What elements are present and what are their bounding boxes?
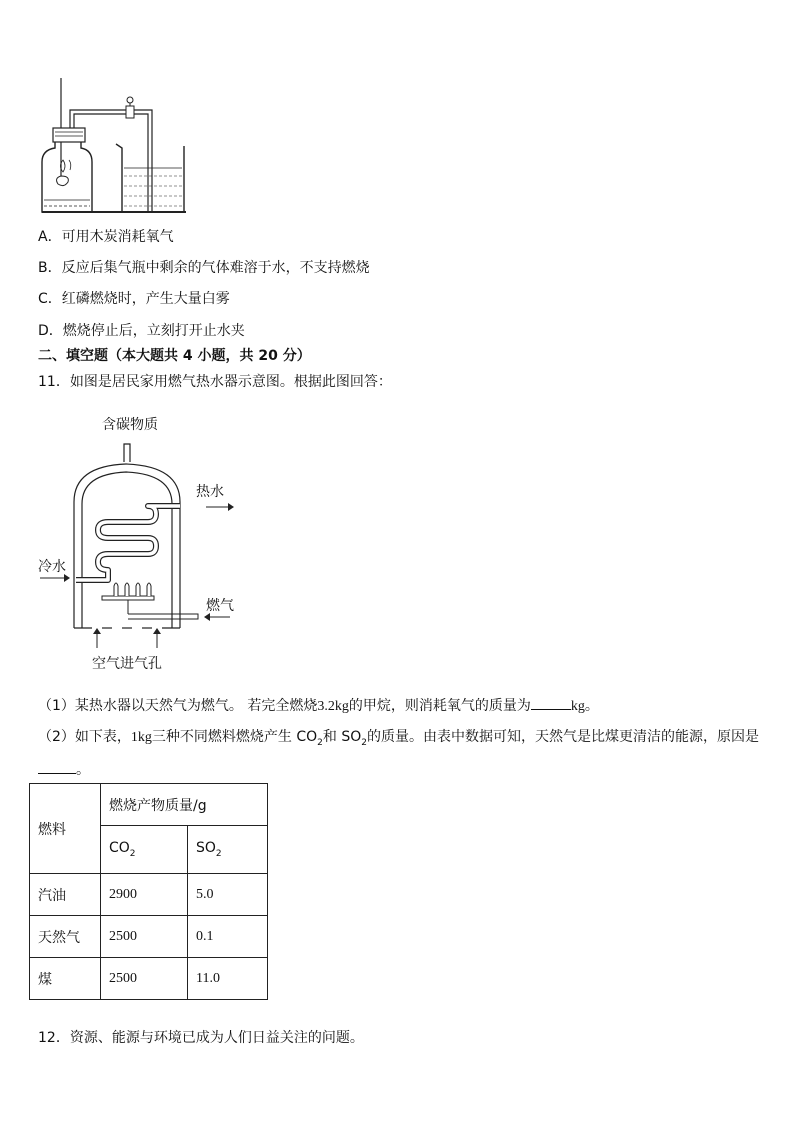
header-so2: $SO_2$ [188,826,268,874]
fuel-table [29,783,268,1000]
fuel-cell: 汽油 [30,874,101,916]
header-products: 燃烧产物质量/g [101,784,268,826]
label-air-inlet: 空气进气孔 [92,656,162,672]
question-11-part-2 [38,727,759,753]
table-row [30,916,268,958]
question-11-part-2-answer [38,759,90,780]
apparatus-figure [36,76,196,216]
so2-cell: 11.0 [188,958,268,1000]
answer-blank-2[interactable] [38,759,76,774]
table-row [30,874,268,916]
question-11-stem: 11．如图是居民家用燃气热水器示意图。根据此图回答： [38,374,392,390]
option-a: A．可用木炭消耗氧气 [38,229,174,245]
option-c: C．红磷燃烧时，产生大量白雾 [38,291,230,307]
subscript: 2 [361,737,367,748]
subscript: 2 [317,737,323,748]
fuel-cell: 煤 [30,958,101,1000]
part1-text-b: 的甲烷，则消耗氧气的质量为 [348,698,531,714]
water-heater-diagram [30,410,260,680]
part1-unit: kg。 [570,699,599,714]
header-fuel: 燃料 [30,784,101,874]
option-b: B．反应后集气瓶中剩余的气体难溶于水，不支持燃烧 [38,260,370,276]
part2-mass: 1kg [130,730,152,745]
header-co2: $CO_2$ [101,826,188,874]
option-d: D．燃烧停止后，立刻打开止水夹 [38,323,245,339]
part2-end: 。 [76,762,90,778]
part1-text-a: （1）某热水器以天然气为燃气。 若完全燃烧 [38,698,318,714]
co2-cell: 2500 [101,958,188,1000]
part2-text-d: 的质量。由表中数据可知，天然气是比煤更清洁的能源，原因是 [367,729,759,745]
part2-text-a: （2）如下表， [38,729,131,745]
label-carbon-substance: 含碳物质 [102,417,158,433]
label-cold-water: 冷水 [38,559,66,575]
fuel-cell: 天然气 [30,916,101,958]
so2-cell: 5.0 [188,874,268,916]
section-title: 二、填空题（本大题共 4 小题，共 20 分） [38,348,311,364]
part2-text-b: 三种不同燃料燃烧产生 CO [151,729,318,745]
label-gas: 燃气 [206,598,234,614]
question-11-part-1 [38,695,599,717]
so2-cell: 0.1 [188,916,268,958]
answer-blank-1[interactable] [531,695,571,710]
part2-text-c: 和 SO [322,729,362,745]
co2-cell: 2500 [101,916,188,958]
label-hot-water: 热水 [196,484,224,500]
part1-mass: 3.2kg [317,699,349,714]
co2-cell: 2900 [101,874,188,916]
question-12-stem: 12．资源、能源与环境已成为人们日益关注的问题。 [38,1030,364,1046]
table-row [30,958,268,1000]
